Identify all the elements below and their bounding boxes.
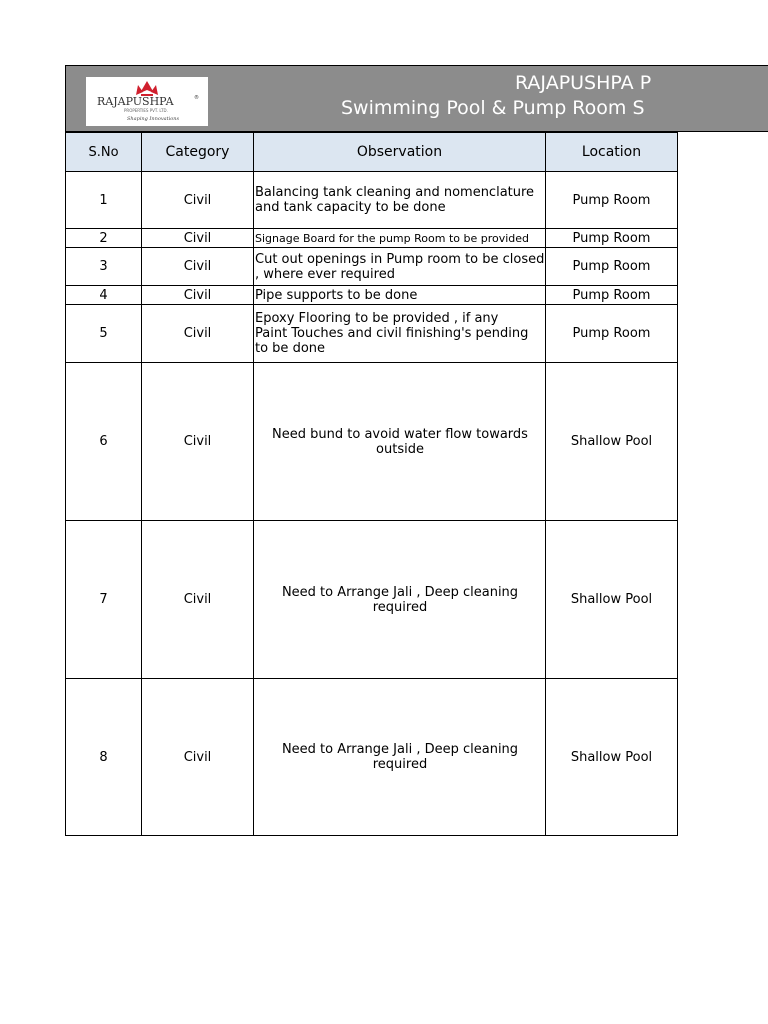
cell-category: Civil (142, 286, 254, 305)
cell-observation: Need bund to avoid water flow towards outside (254, 363, 546, 521)
cell-observation: Need to Arrange Jali , Deep cleaning required (254, 679, 546, 836)
cell-location: Pump Room (546, 305, 678, 363)
cell-category: Civil (142, 521, 254, 679)
report-title: Swimming Pool & Pump Room S (341, 97, 645, 119)
cell-location: Shallow Pool (546, 363, 678, 521)
cell-sno: 4 (66, 286, 142, 305)
table-header-row (66, 133, 678, 172)
logo-registered-mark: ® (194, 95, 199, 101)
cell-sno: 6 (66, 363, 142, 521)
cell-observation: Need to Arrange Jali , Deep cleaning required (254, 521, 546, 679)
table-row (66, 229, 678, 248)
cell-sno: 5 (66, 305, 142, 363)
cell-observation: Pipe supports to be done (254, 286, 546, 305)
cell-sno: 2 (66, 229, 142, 248)
cell-category: Civil (142, 229, 254, 248)
table-row (66, 305, 678, 363)
cell-observation (254, 305, 546, 363)
header-category: Category (142, 133, 254, 172)
observation-line: Paint Touches and civil finishing's pending to be done (255, 326, 529, 356)
cell-observation: Cut out openings in Pump room to be closed , where ever required (254, 248, 546, 286)
observation-line: Epoxy Flooring to be provided , if any (255, 311, 499, 326)
cell-observation: Signage Board for the pump Room to be provided (254, 229, 546, 248)
header-sno: S.No (66, 133, 142, 172)
table-row (66, 286, 678, 305)
cell-sno: 7 (66, 521, 142, 679)
table-row (66, 363, 678, 521)
logo-tagline-2: Shaping Innovations (127, 116, 180, 122)
cell-location: Shallow Pool (546, 521, 678, 679)
header-location: Location (546, 133, 678, 172)
cell-category: Civil (142, 172, 254, 229)
observation-table (65, 132, 678, 836)
header-observation: Observation (254, 133, 546, 172)
cell-category: Civil (142, 679, 254, 836)
title-banner (65, 65, 768, 132)
logo-emblem-icon (86, 77, 208, 126)
cell-location: Shallow Pool (546, 679, 678, 836)
cell-sno: 1 (66, 172, 142, 229)
cell-location: Pump Room (546, 229, 678, 248)
logo-tagline-1: PROPERTIES PVT. LTD. (124, 108, 168, 113)
company-logo (86, 77, 208, 126)
table-row (66, 521, 678, 679)
cell-observation: Balancing tank cleaning and nomenclature and tank capacity to be done (254, 172, 546, 229)
cell-sno: 8 (66, 679, 142, 836)
table-row (66, 172, 678, 229)
cell-sno: 3 (66, 248, 142, 286)
company-title: RAJAPUSHPA P (515, 72, 652, 94)
table-row (66, 248, 678, 286)
cell-category: Civil (142, 363, 254, 521)
cell-location: Pump Room (546, 286, 678, 305)
cell-location: Pump Room (546, 248, 678, 286)
table-row (66, 679, 678, 836)
cell-category: Civil (142, 248, 254, 286)
logo-brand-text: RAJAPUSHPA (97, 95, 174, 108)
cell-category: Civil (142, 305, 254, 363)
cell-location: Pump Room (546, 172, 678, 229)
